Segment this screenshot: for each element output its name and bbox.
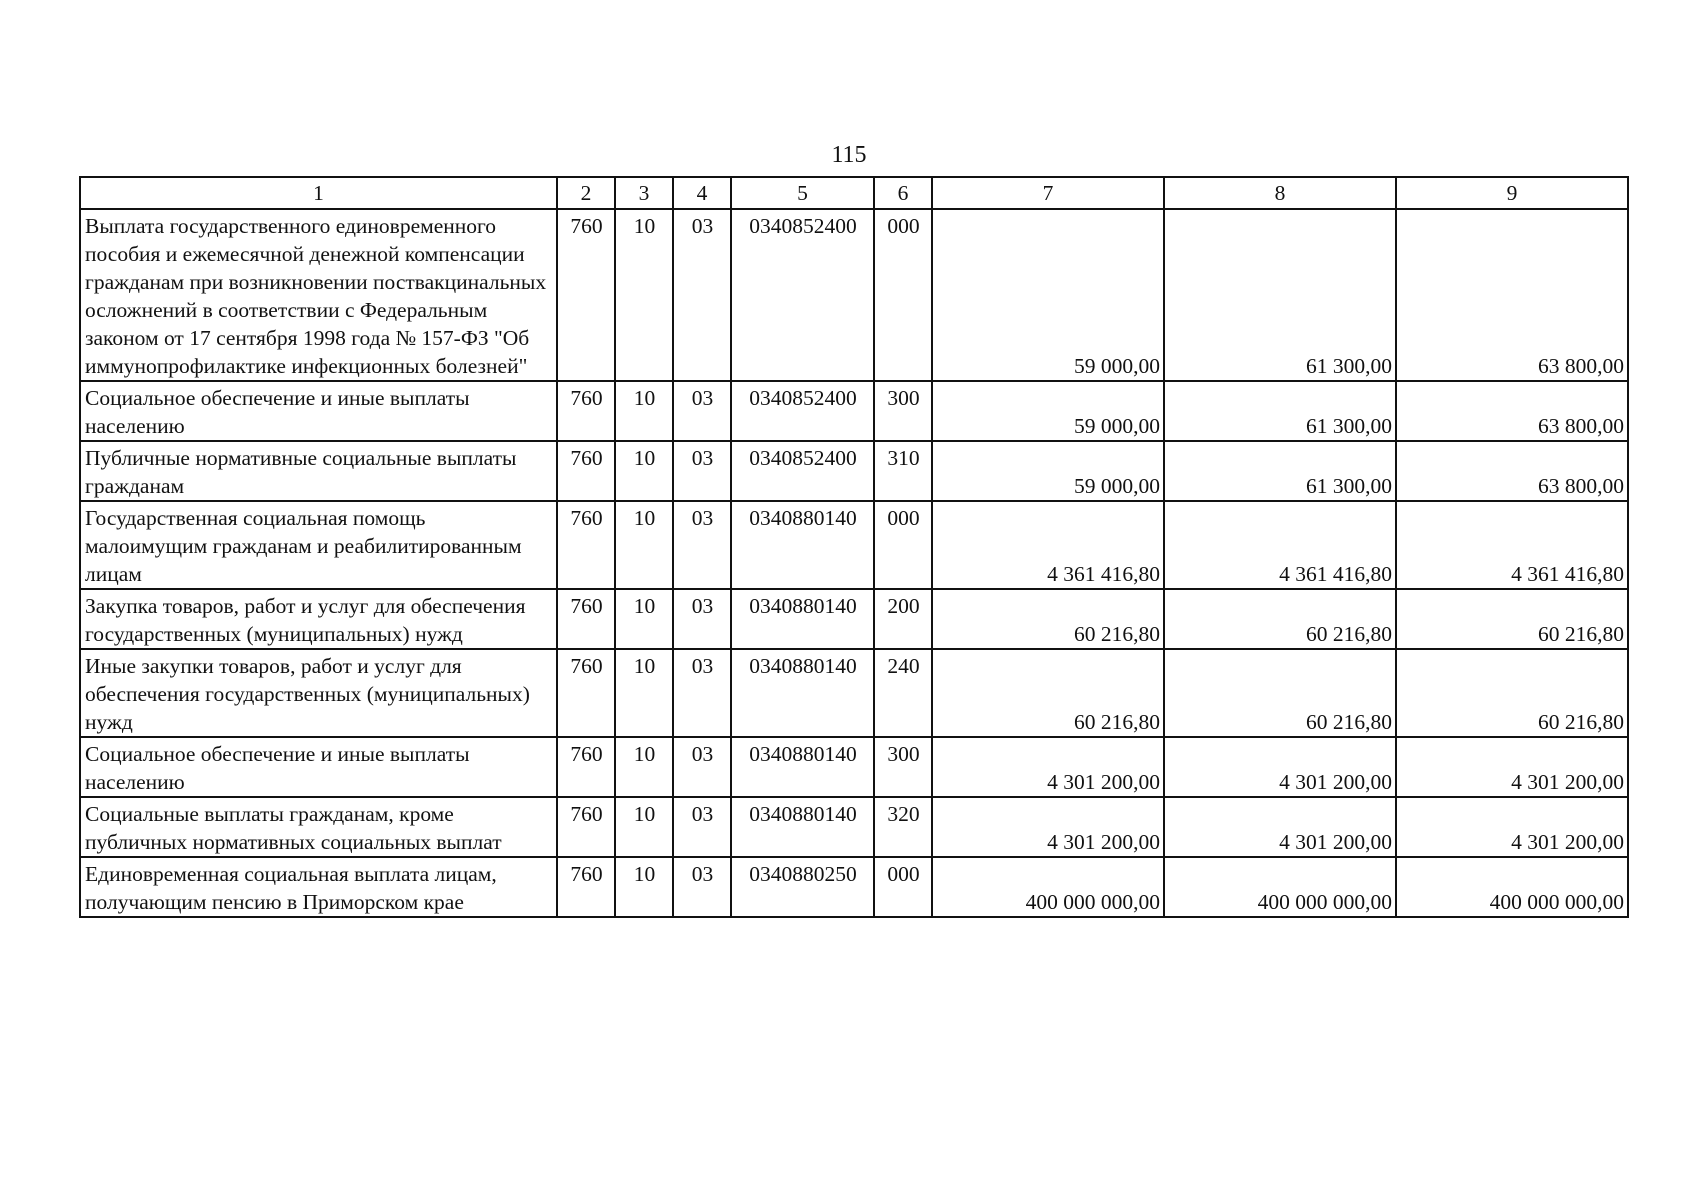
amount-col-7: 59 000,00 (932, 209, 1164, 381)
header-col-4: 4 (673, 177, 731, 209)
code-ministry: 760 (557, 797, 615, 857)
code-target-article: 0340880250 (731, 857, 874, 917)
code-subsection: 03 (673, 589, 731, 649)
code-expense-type: 000 (874, 209, 932, 381)
page-number: 115 (831, 142, 867, 168)
table-header-row (80, 177, 1628, 209)
code-ministry: 760 (557, 737, 615, 797)
code-subsection: 03 (673, 209, 731, 381)
code-expense-type: 200 (874, 589, 932, 649)
code-subsection: 03 (673, 441, 731, 501)
amount-col-9: 63 800,00 (1396, 381, 1628, 441)
header-col-7: 7 (932, 177, 1164, 209)
code-subsection: 03 (673, 857, 731, 917)
code-subsection: 03 (673, 737, 731, 797)
code-expense-type: 300 (874, 381, 932, 441)
header-col-9: 9 (1396, 177, 1628, 209)
code-target-article: 0340880140 (731, 589, 874, 649)
amount-col-9: 63 800,00 (1396, 441, 1628, 501)
table-row (80, 649, 1628, 737)
table-row (80, 441, 1628, 501)
code-ministry: 760 (557, 501, 615, 589)
code-expense-type: 240 (874, 649, 932, 737)
amount-col-7: 4 301 200,00 (932, 737, 1164, 797)
code-target-article: 0340880140 (731, 797, 874, 857)
code-subsection: 03 (673, 381, 731, 441)
code-ministry: 760 (557, 209, 615, 381)
code-subsection: 03 (673, 649, 731, 737)
amount-col-8: 61 300,00 (1164, 209, 1396, 381)
code-section: 10 (615, 797, 673, 857)
row-name: Социальное обеспечение и иные выплаты населению (80, 737, 557, 797)
amount-col-8: 61 300,00 (1164, 381, 1396, 441)
code-target-article: 0340852400 (731, 381, 874, 441)
code-expense-type: 000 (874, 501, 932, 589)
code-section: 10 (615, 501, 673, 589)
amount-col-8: 400 000 000,00 (1164, 857, 1396, 917)
row-name: Выплата государственного единовременного пособия и ежемесячной денежной компенсации гражданам при возникновении поствакцинальных осложнений в соответствии с Федеральным законом от 17 сентября 1998 года № 157-ФЗ "Об иммунопрофилактике инфекционных болезней" (80, 209, 557, 381)
code-ministry: 760 (557, 381, 615, 441)
amount-col-8: 60 216,80 (1164, 649, 1396, 737)
amount-col-8: 61 300,00 (1164, 441, 1396, 501)
table-row (80, 737, 1628, 797)
row-name: Социальное обеспечение и иные выплаты населению (80, 381, 557, 441)
amount-col-9: 4 361 416,80 (1396, 501, 1628, 589)
amount-col-7: 4 361 416,80 (932, 501, 1164, 589)
code-section: 10 (615, 649, 673, 737)
code-section: 10 (615, 737, 673, 797)
code-target-article: 0340880140 (731, 649, 874, 737)
table-row (80, 381, 1628, 441)
row-name: Закупка товаров, работ и услуг для обеспечения государственных (муниципальных) нужд (80, 589, 557, 649)
row-name: Единовременная социальная выплата лицам, получающим пенсию в Приморском крае (80, 857, 557, 917)
row-name: Иные закупки товаров, работ и услуг для обеспечения государственных (муниципальных) нужд (80, 649, 557, 737)
code-target-article: 0340852400 (731, 441, 874, 501)
code-section: 10 (615, 209, 673, 381)
amount-col-9: 60 216,80 (1396, 649, 1628, 737)
table-row (80, 589, 1628, 649)
amount-col-9: 63 800,00 (1396, 209, 1628, 381)
code-expense-type: 000 (874, 857, 932, 917)
amount-col-7: 60 216,80 (932, 589, 1164, 649)
table-row (80, 209, 1628, 381)
code-section: 10 (615, 857, 673, 917)
row-name: Публичные нормативные социальные выплаты гражданам (80, 441, 557, 501)
budget-table (79, 176, 1629, 918)
code-target-article: 0340880140 (731, 737, 874, 797)
header-col-2: 2 (557, 177, 615, 209)
amount-col-7: 60 216,80 (932, 649, 1164, 737)
amount-col-7: 59 000,00 (932, 381, 1164, 441)
code-subsection: 03 (673, 797, 731, 857)
row-name: Государственная социальная помощь малоимущим гражданам и реабилитированным лицам (80, 501, 557, 589)
code-ministry: 760 (557, 441, 615, 501)
amount-col-9: 60 216,80 (1396, 589, 1628, 649)
header-col-6: 6 (874, 177, 932, 209)
header-col-1: 1 (80, 177, 557, 209)
code-ministry: 760 (557, 649, 615, 737)
row-name: Социальные выплаты гражданам, кроме публичных нормативных социальных выплат (80, 797, 557, 857)
header-col-5: 5 (731, 177, 874, 209)
code-target-article: 0340852400 (731, 209, 874, 381)
amount-col-7: 400 000 000,00 (932, 857, 1164, 917)
header-col-3: 3 (615, 177, 673, 209)
code-expense-type: 320 (874, 797, 932, 857)
code-ministry: 760 (557, 857, 615, 917)
code-section: 10 (615, 589, 673, 649)
amount-col-9: 4 301 200,00 (1396, 797, 1628, 857)
amount-col-9: 4 301 200,00 (1396, 737, 1628, 797)
code-section: 10 (615, 381, 673, 441)
code-expense-type: 310 (874, 441, 932, 501)
amount-col-8: 60 216,80 (1164, 589, 1396, 649)
amount-col-8: 4 301 200,00 (1164, 797, 1396, 857)
code-section: 10 (615, 441, 673, 501)
table-row (80, 501, 1628, 589)
code-subsection: 03 (673, 501, 731, 589)
table-row (80, 797, 1628, 857)
code-expense-type: 300 (874, 737, 932, 797)
amount-col-8: 4 301 200,00 (1164, 737, 1396, 797)
amount-col-7: 4 301 200,00 (932, 797, 1164, 857)
amount-col-8: 4 361 416,80 (1164, 501, 1396, 589)
code-ministry: 760 (557, 589, 615, 649)
code-target-article: 0340880140 (731, 501, 874, 589)
amount-col-7: 59 000,00 (932, 441, 1164, 501)
table-row (80, 857, 1628, 917)
header-col-8: 8 (1164, 177, 1396, 209)
amount-col-9: 400 000 000,00 (1396, 857, 1628, 917)
